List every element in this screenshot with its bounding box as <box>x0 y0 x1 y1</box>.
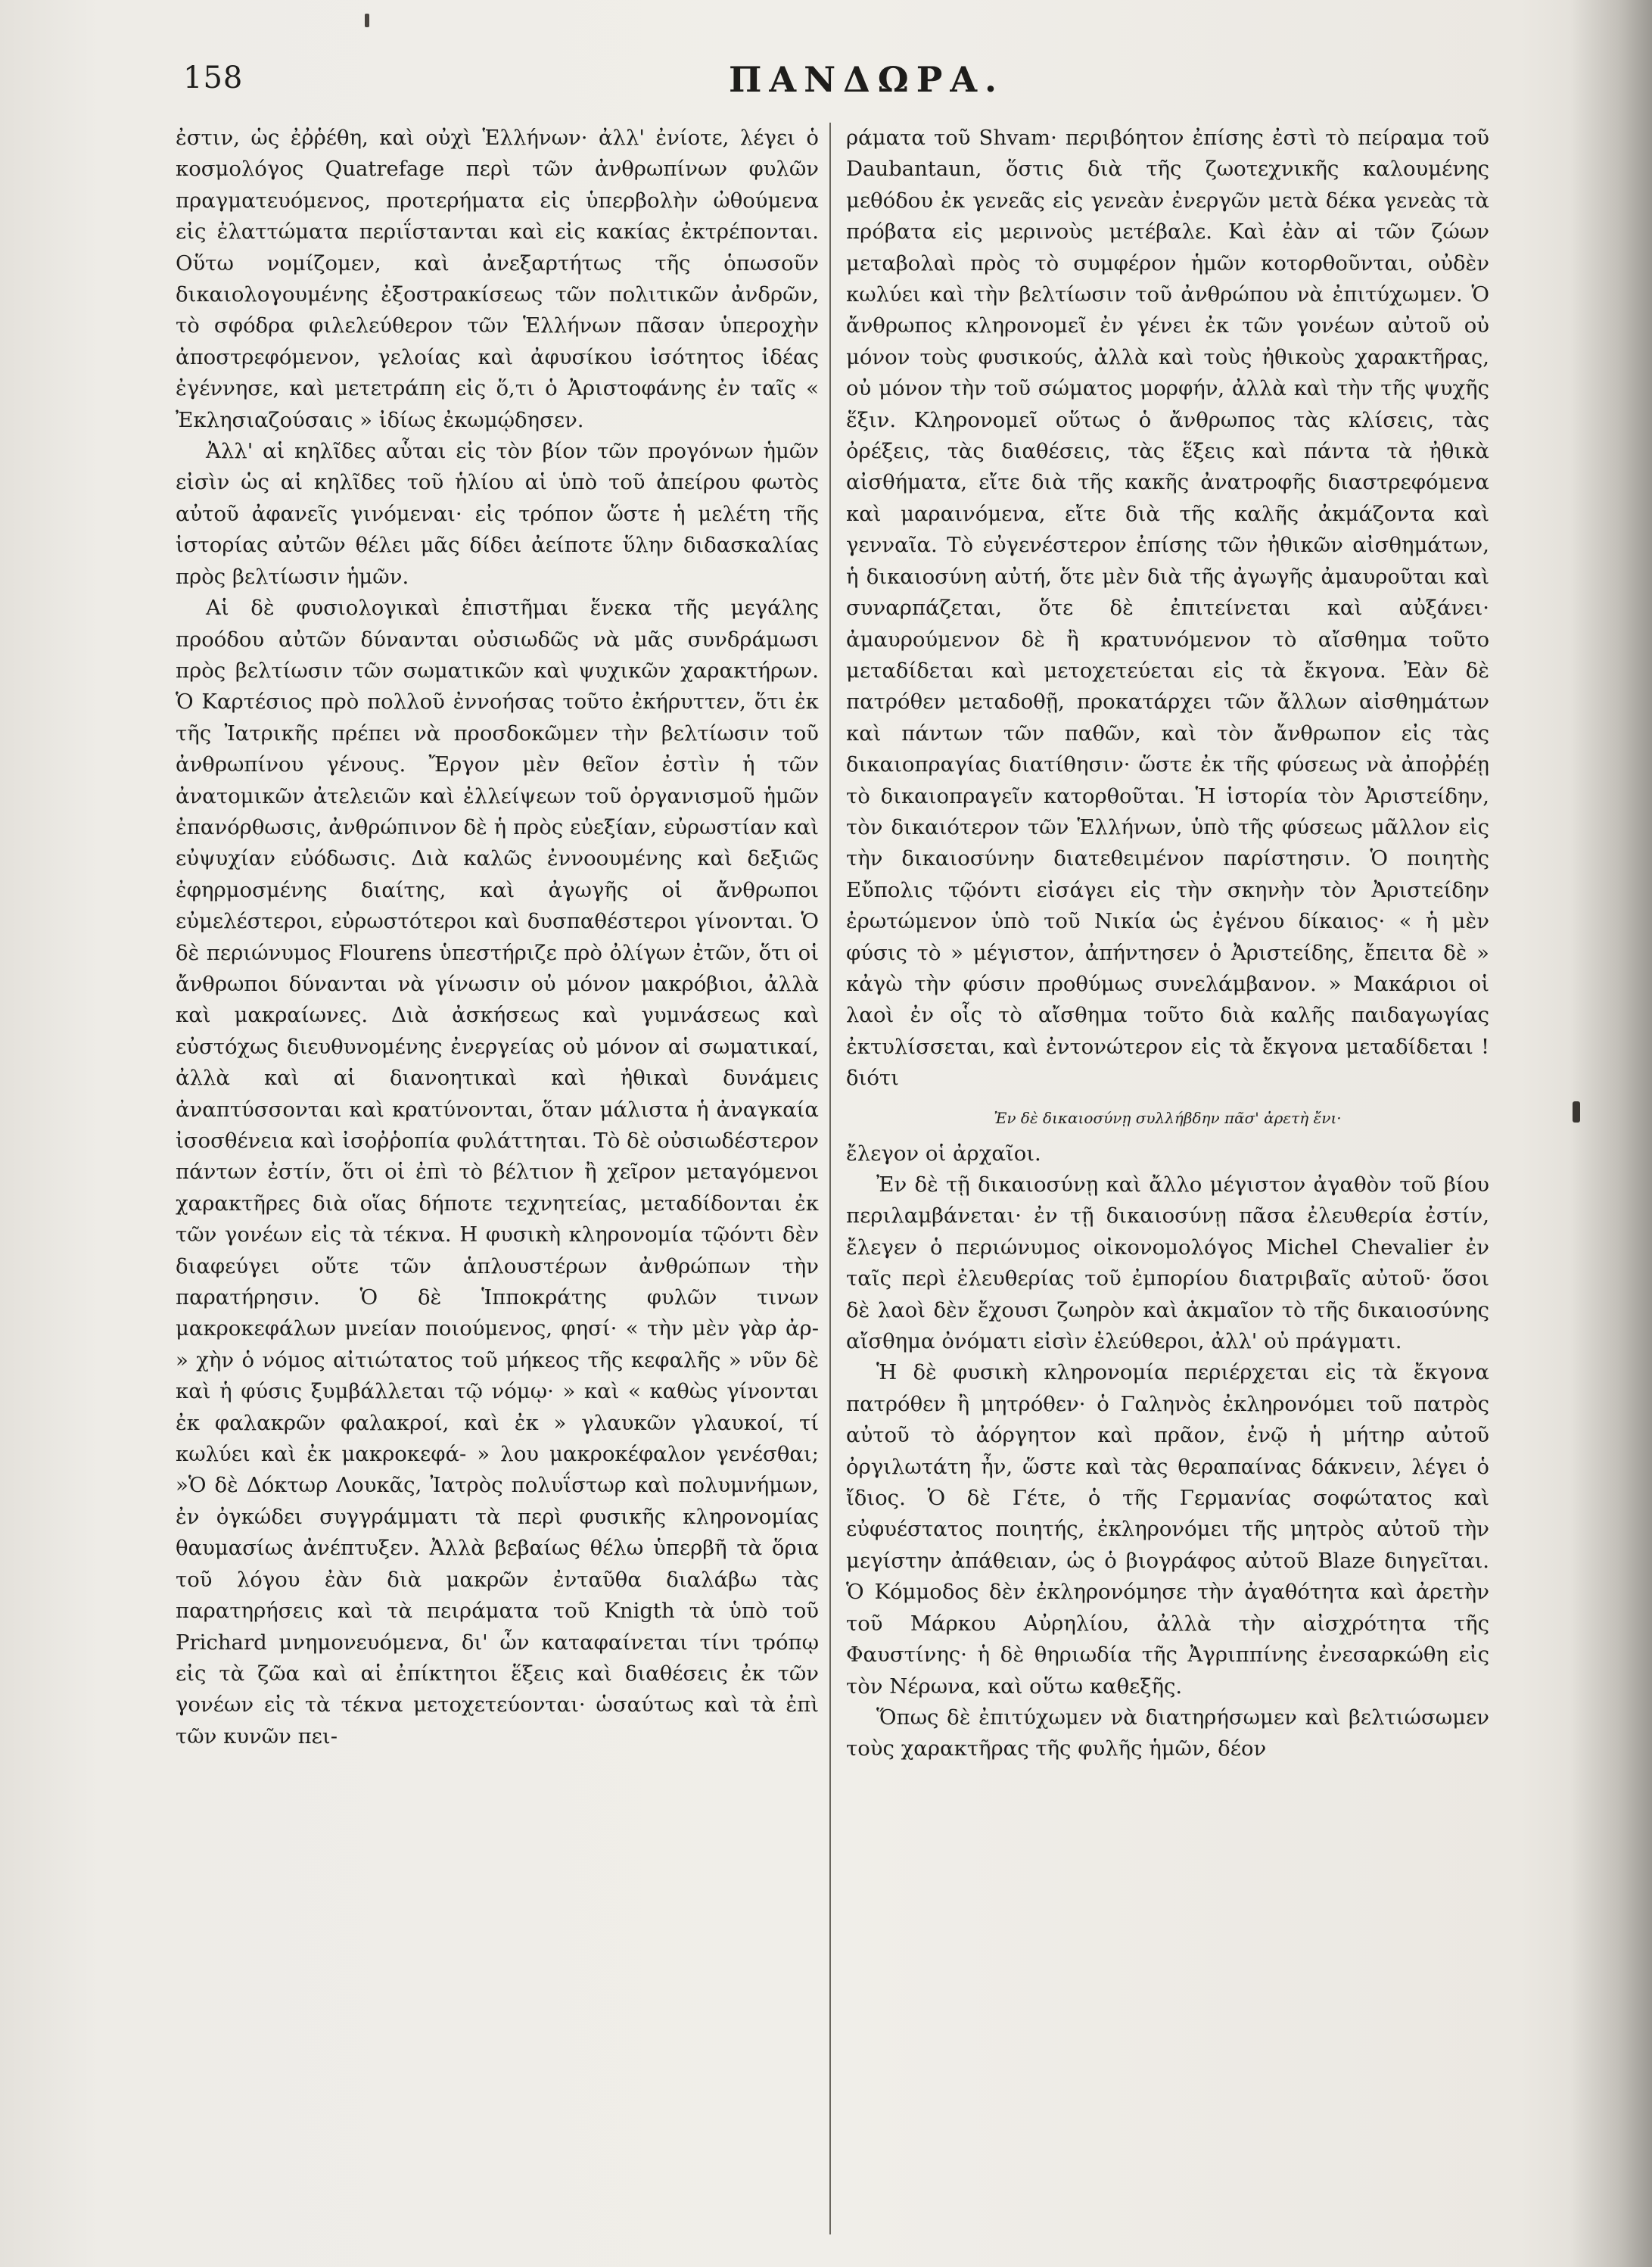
margin-mark <box>1573 1101 1580 1123</box>
right-paragraph-1: ράματα τοῦ Shvam· περιβόητον ἐπίσης ἐστὶ τὸ πείραμα τοῦ Daubantaun, ὅστις διὰ τῆς ζωοτεχνικῆς καλουμένης μεθόδου ἐκ γενεᾶς εἰς γενεὰν ἐνεργῶν μετὰ δέκα γενεὰς τὰ πρόβατα εἰς μερινοὺς μετέβαλε. Καὶ ἐὰν αἱ τῶν ζώων μεταβολαὶ πρὸς τὸ συμφέρον ἡμῶν κοτορθοῦνται, οὐδὲν κωλύει καὶ τὴν βελτίωσιν τοῦ ἀνθρώπου νὰ ἐπιτύχωμεν. Ὁ ἄνθρωπος κληρονομεῖ ἐν γένει ἐκ τῶν γονέων αὐτοῦ οὐ μόνον τοὺς φυσικούς, ἀλλὰ καὶ τοὺς ἠθικοὺς χαρακτῆρας, οὐ μόνον τὴν τοῦ σώματος μορφήν, ἀλλὰ καὶ τὴν τῆς ψυχῆς ἕξιν. Κληρονομεῖ οὕτως ὁ ἄνθρωπος τὰς κλίσεις, τὰς ὀρέξεις, τὰς διαθέσεις, τὰς ἕξεις καὶ πάντα τὰ ἠθικὰ αἰσθήματα, εἴτε διὰ τῆς κακῆς ἀνατροφῆς διαστρεφόμενα καὶ μαραινόμενα, εἴτε διὰ τῆς καλῆς ἀκμάζοντα καὶ γενναῖα. Τὸ εὐγενέστερον ἐπίσης τῶν ἠθικῶν αἰσθημάτων, ἡ δικαιοσύνη αὐτή, ὅτε μὲν διὰ τῆς ἀγωγῆς ἀμαυροῦται καὶ συναρπάζεται, ὅτε δὲ ἐπιτείνεται καὶ αὐξάνει· ἀμαυρούμενον δὲ ἢ κρατυνόμενον τὸ αἴσθημα τοῦτο μεταδίδεται καὶ μετοχετεύεται εἰς τὰ ἔκγονα. Ἐὰν δὲ πατρόθεν μεταδοθῇ, προκατάρχει τῶν ἄλλων αἰσθημάτων καὶ πάντων τῶν παθῶν, καὶ τὸν ἄνθρωπον εἰς τὰς δικαιοπραγίας διατίθησιν· ὥστε ἐκ τῆς φύσεως νὰ ἀποῤῥέῃ τὸ δικαιοπραγεῖν κατορθοῦται. Ἡ ἱστορία τὸν Ἀριστείδην, τὸν δικαιότερον τῶν Ἑλλήνων, ὑπὸ τῆς φύσεως μᾶλλον εἰς τὴν δικαιοσύνην διατεθειμένον παρίστησιν. Ὁ ποιητὴς Εὔπολις τῷόντι εἰσάγει εἰς τὴν σκηνὴν τὸν Ἀριστείδην ἐρωτώμενον ὑπὸ τοῦ Νικία ὡς ἐγένου δίκαιος· « ἡ μὲν φύσις τὸ » μέγιστον, ἀπήντησεν ὁ Ἀριστείδης, ἔπειτα δὲ » κἀγὼ τὴν φύσιν προθύμως συνελάμβανον. » Μακάριοι οἱ λαοὶ ἐν οἷς τὸ αἴσθημα τοῦτο διὰ καλῆς παιδαγωγίας ἐκτυλίσσεται, καὶ ἐντονώτερον εἰς τὰ ἔκγονα μεταδίδεται ! διότι <box>846 126 1489 1091</box>
ink-mark <box>365 14 369 27</box>
left-paragraph-3: Αἱ δὲ φυσιολογικαὶ ἐπιστῆμαι ἕνεκα τῆς μεγάλης προόδου αὐτῶν δύνανται οὐσιωδῶς νὰ μᾶς συνδράμωσι πρὸς βελτίωσιν τῶν σωματικῶν καὶ ψυχικῶν χαρακτήρων. Ὁ Καρτέσιος πρὸ πολλοῦ ἐννοήσας τοῦτο ἐκήρυττεν, ὅτι ἐκ τῆς Ἰατρικῆς πρέπει νὰ προσδοκῶμεν τὴν βελτίωσιν τοῦ ἀνθρωπίνου γένους. Ἔργον μὲν θεῖον ἐστὶν ἡ τῶν ἀνατομικῶν ἀτελειῶν καὶ ἐλλείψεων τοῦ ὀργανισμοῦ ἡμῶν ἐπανόρθωσις, ἀνθρώπινον δὲ ἡ πρὸς εὐεξίαν, εὐρωστίαν καὶ εὐψυχίαν εὐόδωσις. Διὰ καλῶς ἐννοουμένης καὶ δεξιῶς ἐφηρμοσμένης διαίτης, καὶ ἀγωγῆς οἱ ἄνθρωποι εὐμελέστεροι, εὐρωστότεροι καὶ δυσπαθέστεροι γίνονται. Ὁ δὲ περιώνυμος Flourens ὑπεστήριζε πρὸ ὀλίγων ἐτῶν, ὅτι οἱ ἄνθρωποι δύνανται νὰ γίνωσιν οὐ μόνον μακρόβιοι, ἀλλὰ καὶ μακραίωνες. Διὰ ἀσκήσεως καὶ γυμνάσεως καὶ εὐστόχως διευθυνομένης ἐνεργείας οὐ μόνον αἱ σωματικαί, ἀλλὰ καὶ αἱ διανοητικαὶ καὶ ἠθικαὶ δυνάμεις ἀναπτύσσονται καὶ κρατύνονται, ὅταν μάλιστα ἡ ἀναγκαία ἰσοσθένεια καὶ ἰσοῤῥοπία φυλάττηται. Τὸ δὲ οὐσιωδέστερον πάντων ἐστίν, ὅτι οἱ ἐπὶ τὸ βέλτιον ἢ χεῖρον μεταγόμενοι χαρακτῆρες διὰ οἵας δήποτε τεχνητείας, μεταδίδονται ἐκ τῶν γονέων εἰς τὰ τέκνα. Η φυσικὴ κληρονομία τῷόντι δὲν διαφεύγει οὔτε τῶν ἁπλουστέρων ἀνθρώπων τὴν παρατήρησιν. Ὁ δὲ Ἱπποκράτης φυλῶν τινων μακροκεφάλων μνείαν ποιούμενος, φησί· « τὴν μὲν γὰρ ἀρ- » χὴν ὁ νόμος αἰτιώτατος τοῦ μήκεος τῆς κεφαλῆς » νῦν δὲ καὶ ἡ φύσις ξυμβάλλεται τῷ νόμῳ· » καὶ « καθὼς γίνονται ἐκ φαλακρῶν φαλακροί, καὶ ἐκ » γλαυκῶν γλαυκοί, τί κωλύει καὶ ἐκ μακροκεφά- » λου μακροκέφαλον γενέσθαι; »Ὁ δὲ Δόκτωρ Λουκᾶς, Ἰατρὸς πολυΐστωρ καὶ πολυμνήμων, ἐν ὀγκώδει συγγράμματι τὰ περὶ φυσικῆς κληρονομίας θαυμασίως ἀνέπτυξεν. Ἀλλὰ βεβαίως θέλω ὑπερβῆ τὰ ὅρια τοῦ λόγου ἐὰν διὰ μακρῶν ἐνταῦθα διαλάβω τὰς παρατηρήσεις καὶ τὰ πειράματα τοῦ Knigth τὰ ὑπὸ τοῦ Prichard μνημονευόμενα, δι' ὧν καταφαίνεται τίνι τρόπῳ εἰς τὰ ζῶα καὶ αἱ ἐπίκτητοι ἕξεις καὶ διαθέσεις ἐκ τῶν γονέων εἰς τὰ τέκνα μετοχετεύονται· ὡσαύτως καὶ τὰ ἐπὶ τῶν κυνῶν πει- <box>176 596 819 1749</box>
left-column <box>176 123 819 1752</box>
binding-shadow <box>1570 0 1652 2267</box>
right-paragraph-5: Ὅπως δὲ ἐπιτύχωμεν νὰ διατηρήσωμεν καὶ βελτιώσωμεν τοὺς χαρακτῆρας τῆς φυλῆς ἡμῶν, δέον <box>846 1705 1489 1761</box>
right-paragraph-4: Ἡ δὲ φυσικὴ κληρονομία περιέρχεται εἰς τὰ ἔκγονα πατρόθεν ἢ μητρόθεν· ὁ Γαληνὸς ἐκληρονόμει τοῦ πατρὸς αὐτοῦ τὸ ἀόργητον καὶ πρᾶον, ἐνῷ ἡ μήτηρ αὐτοῦ ὀργιλωτάτη ἦν, ὥστε καὶ τὰς θεραπαίνας δάκνειν, λέγει ὁ ἴδιος. Ὁ δὲ Γέτε, ὁ τῆς Γερμανίας σοφώτατος καὶ εὐφυέστατος ποιητής, ἐκληρονόμει τῆς μητρὸς αὐτοῦ τὴν μεγίστην ἀπάθειαν, ὡς ὁ βιογράφος αὐτοῦ Blaze διηγεῖται. Ὁ Κόμμοδος δὲν ἐκληρονόμησε τὴν ἀγαθότητα καὶ ἀρετὴν τοῦ Μάρκου Αὐρηλίου, ἀλλὰ τὴν αἰσχρότητα τῆς Φαυστίνης· ἡ δὲ θηριωδία τῆς Ἀγριππίνης ἐνεσαρκώθη εἰς τὸν Νέρωνα, καὶ οὕτω καθεξῆς. <box>846 1360 1489 1699</box>
page-header <box>174 53 1559 106</box>
left-paragraph-1: ἐστιν, ὡς ἐῤῥέθη, καὶ οὐχὶ Ἑλλήνων· ἀλλ' ἐνίοτε, λέγει ὁ κοσμολόγος Quatrefage περὶ τῶν ἀνθρωπίνων φυλῶν πραγματευόμενος, προτερήματα εἰς ὑπερβολὴν ὠθούμενα εἰς ἐλαττώματα περιΐστανται καὶ εἰς κακίας ἐκτρέπονται. Οὕτω νομίζομεν, καὶ ἀνεξαρτήτως τῆς ὁπωσοῦν δικαιολογουμένης ἐξοστρακίσεως τῶν πολιτικῶν ἀνδρῶν, τὸ σφόδρα φιλελεύθερον τῶν Ἑλλήνων πᾶσαν ὑπεροχὴν ἀποστρεφόμενον, γελοίας καὶ ἀφυσίκου ἰσότητος ἰδέας ἐγέννησε, καὶ μετετράπη εἰς ὅ,τι ὁ Ἀριστοφάνης ἐν ταῖς « Ἐκλησιαζούσαις » ἰδίως ἐκωμῴδησεν. <box>176 126 819 432</box>
right-paragraph-2: ἔλεγον οἱ ἀρχαῖοι. <box>846 1141 1041 1166</box>
right-column <box>846 123 1489 1765</box>
column-rule <box>829 123 831 2234</box>
left-paragraph-2: Ἀλλ' αἱ κηλῖδες αὗται εἰς τὸν βίον τῶν προγόνων ἡμῶν εἰσὶν ὡς αἱ κηλῖδες τοῦ ἡλίου αἱ ὑπὸ τοῦ ἀπείρου φωτὸς αὐτοῦ ἀφανεῖς γινόμεναι· εἰς τρόπον ὥστε ἡ μελέτη τῆς ἱστορίας αὐτῶν θέλει μᾶς δίδει ἀείποτε ὕλην διδασκαλίας πρὸς βελτίωσιν ἡμῶν. <box>176 439 819 589</box>
verse-quotation: Ἐν δὲ δικαιοσύνῃ συλλήβδην πᾶσ' ἀρετὴ ἔνι· <box>994 1108 1342 1127</box>
running-title: ΠΑΝΔΩΡΑ. <box>728 59 1005 100</box>
page-number: 158 <box>183 61 244 95</box>
right-paragraph-3: Ἐν δὲ τῇ δικαιοσύνῃ καὶ ἄλλο μέγιστον ἀγαθὸν τοῦ βίου περιλαμβάνεται· ἐν τῇ δικαιοσύνῃ πᾶσα ἐλευθερία ἐστίν, ἔλεγεν ὁ περιώνυμος οἰκονομολόγος Michel Chevalier ἐν ταῖς περὶ ἐλευθερίας τοῦ ἐμπορίου διατριβαῖς αὐτοῦ· ὅσοι δὲ λαοὶ δὲν ἔχουσι ζωηρὸν καὶ ἀκμαῖον τὸ τῆς δικαιοσύνης αἴσθημα ὀνόματι εἰσὶν ἐλεύθεροι, ἀλλ' οὐ πράγματι. <box>846 1172 1489 1354</box>
